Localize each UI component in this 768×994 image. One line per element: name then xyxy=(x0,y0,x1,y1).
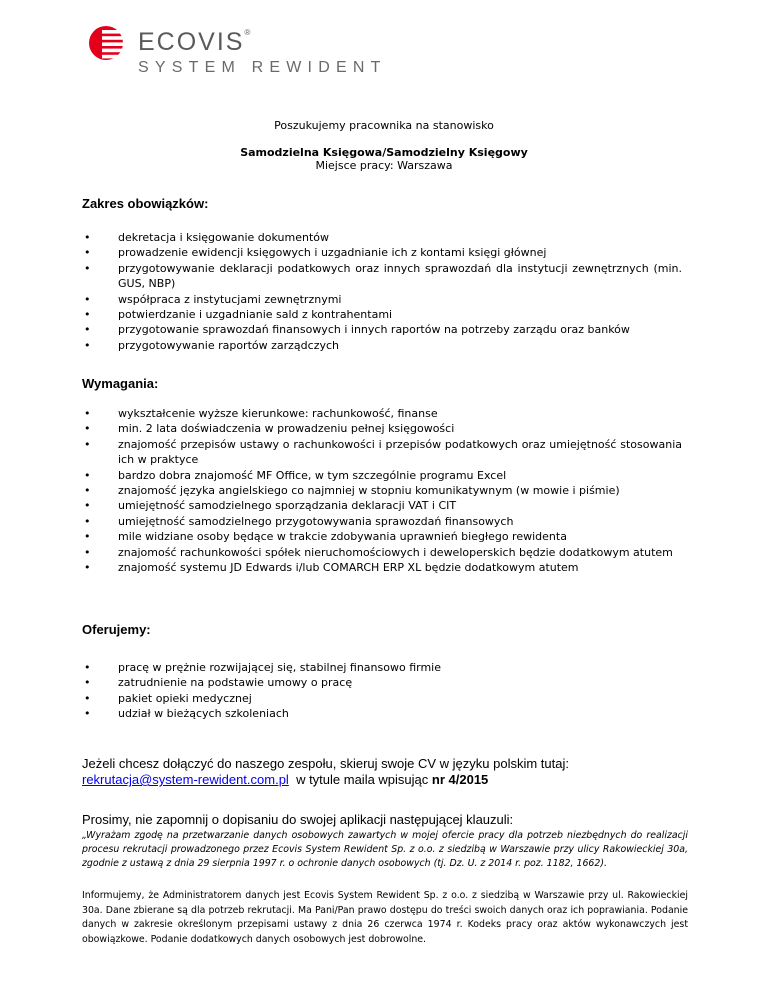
position-title: Samodzielna Księgowa/Samodzielny Księgowy xyxy=(240,146,528,159)
brand-subtitle: SYSTEM REWIDENT xyxy=(138,59,387,76)
list-item: • znajomość systemu JD Edwards i/lub COMARCH ERP XL będzie dodatkowym atutem xyxy=(82,560,682,575)
offer-list xyxy=(82,660,682,722)
duties-heading: Zakres obowiązków: xyxy=(82,196,209,211)
requirements-list xyxy=(82,406,682,575)
list-item: • znajomość języka angielskiego co najmniej w stopniu komunikatywnym (w mowie i piśmie) xyxy=(82,483,682,498)
list-item: • przygotowanie sprawozdań finansowych i innych raportów na potrzeby zarządu oraz banków xyxy=(82,322,682,337)
list-item: • przygotowywanie raportów zarządczych xyxy=(82,338,682,353)
list-item: • znajomość przepisów ustawy o rachunkowości i przepisów podatkowych oraz umiejętność stosowania ich w praktyce xyxy=(82,437,682,468)
list-item: • znajomość rachunkowości spółek nieruchomościowych i deweloperskich będzie dodatkowym atutem xyxy=(82,545,682,560)
offer-heading: Oferujemy: xyxy=(82,622,151,637)
apply-subject-text: w tytule maila wpisując xyxy=(296,772,429,787)
ecovis-emblem-icon xyxy=(88,25,132,61)
intro-text: Poszukujemy pracownika na stanowisko xyxy=(274,119,494,132)
brand-name: ECOVIS® xyxy=(138,28,251,56)
recruitment-email-link[interactable]: rekrutacja@system-rewident.com.pl xyxy=(82,772,289,787)
data-admin-info: Informujemy, że Administratorem danych jest Ecovis System Rewident Sp. z o.o. z siedzibą w Warszawie przy ul. Rakowieckiej 30a. Dane zbierane są dla potrzeb rekrutacji. Ma Pani/Pan prawo dostępu do treści swoich danych oraz ich poprawiania. Podanie danych w zakresie określonym przepisami ustawy z dnia 26 czerwca 1974 r. Kodeks pracy oraz aktów wykonawczych jest obowiązkowe. Podanie dodatkowych danych osobowych jest dobrowolne. xyxy=(82,890,688,945)
list-item: • dekretacja i księgowanie dokumentów xyxy=(82,230,682,245)
clause-request: Prosimy, nie zapomnij o dopisaniu do swojej aplikacji następującej klauzuli: xyxy=(82,812,514,827)
apply-paragraph xyxy=(82,756,688,788)
apply-email-line xyxy=(82,772,688,788)
list-item: • prowadzenie ewidencji księgowych i uzgadnianie ich z kontami księgi głównej xyxy=(82,245,682,260)
duties-list xyxy=(82,230,682,353)
list-item: • współpraca z instytucjami zewnętrznymi xyxy=(82,292,682,307)
list-item: • wykształcenie wyższe kierunkowe: rachunkowość, finanse xyxy=(82,406,682,421)
list-item: • potwierdzanie i uzgadnianie sald z kontrahentami xyxy=(82,307,682,322)
requirements-heading: Wymagania: xyxy=(82,376,159,391)
list-item: • min. 2 lata doświadczenia w prowadzeniu pełnej księgowości xyxy=(82,421,682,436)
ecovis-logo xyxy=(88,25,387,81)
list-item: • przygotowywanie deklaracji podatkowych oraz innych sprawozdań dla instytucji zewnętrznych (min. GUS, NBP) xyxy=(82,261,682,292)
list-item: • pakiet opieki medycznej xyxy=(82,691,682,706)
work-location: Miejsce pracy: Warszawa xyxy=(315,159,453,172)
list-item: • zatrudnienie na podstawie umowy o pracę xyxy=(82,675,682,690)
list-item: • umiejętność samodzielnego przygotowywania sprawozdań finansowych xyxy=(82,514,682,529)
list-item: • udział w bieżących szkoleniach xyxy=(82,706,682,721)
list-item: • bardzo dobra znajomość MF Office, w tym szczególnie programu Excel xyxy=(82,468,682,483)
list-item: • pracę w prężnie rozwijającej się, stabilnej finansowo firmie xyxy=(82,660,682,675)
list-item: • mile widziane osoby będące w trakcie zdobywania uprawnień biegłego rewidenta xyxy=(82,529,682,544)
consent-clause: „Wyrażam zgodę na przetwarzanie danych osobowych zawartych w mojej ofercie pracy dla potrzeb niezbędnych do realizacji procesu rekrutacji prowadzonego przez Ecovis System Rewident Sp. z o.o. z siedzibą w Warszawie przy ulicy Rakowieckiej 30a, zgodnie z ustawą z dnia 29 sierpnia 1997 r. o ochronie danych osobowych (tj. Dz. U. z 2014 r. poz. 1182, 1662). xyxy=(82,830,688,870)
apply-text: Jeżeli chcesz dołączyć do naszego zespołu, skieruj swoje CV w języku polskim tutaj: xyxy=(82,756,569,771)
list-item: • umiejętność samodzielnego sporządzania deklaracji VAT i CIT xyxy=(82,498,682,513)
reference-number: nr 4/2015 xyxy=(431,772,489,787)
